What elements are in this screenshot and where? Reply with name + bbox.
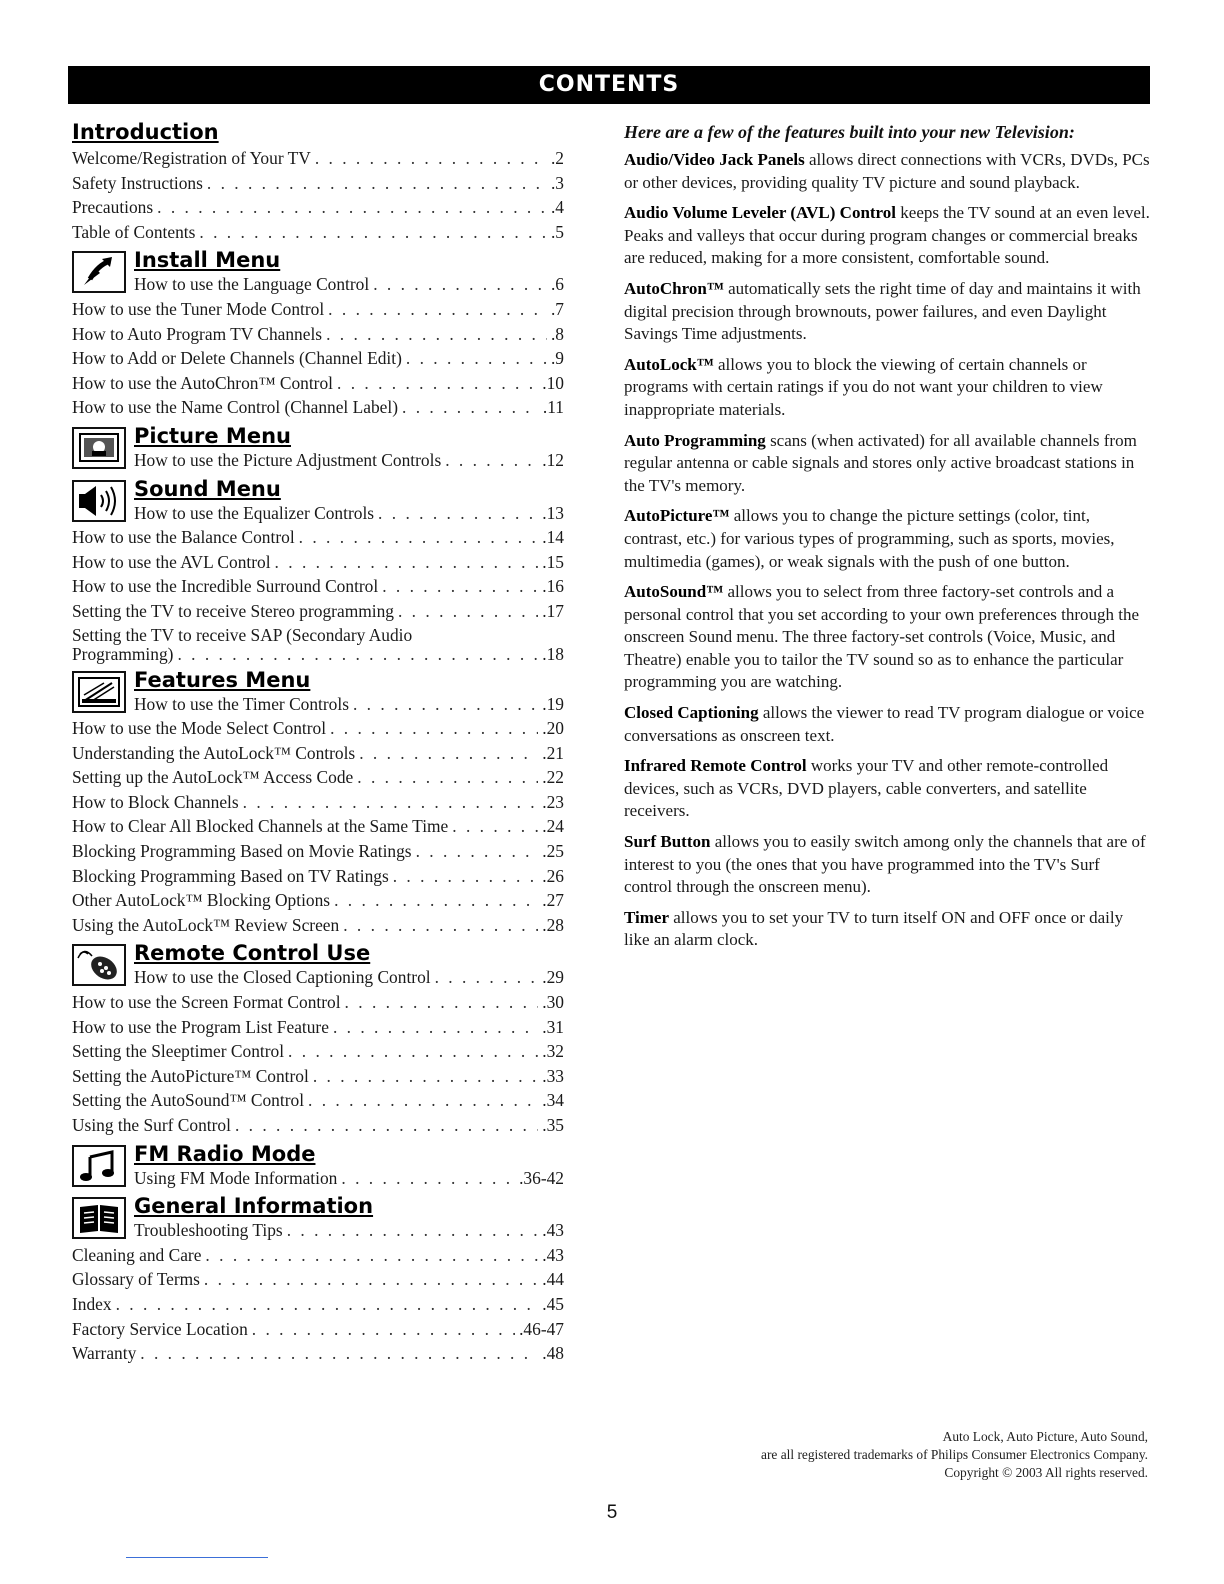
toc-leader-dots (177, 645, 538, 664)
toc-leader-dots (337, 371, 538, 396)
toc-entry-sap (72, 626, 564, 664)
toc-label: How to use the Name Control (Channel Label) (72, 397, 398, 418)
toc-row (72, 346, 564, 371)
feature-item (624, 354, 1152, 422)
toc-page: .3 (550, 172, 564, 193)
sound-menu-list (72, 525, 564, 623)
toc-label: Using FM Mode Information (134, 1167, 338, 1188)
toc-page: .5 (550, 221, 564, 242)
toc-label: How to use the Timer Controls (134, 693, 349, 714)
toc-row (134, 272, 564, 297)
toc-label: How to use the Picture Adjustment Controls (134, 449, 442, 470)
toc-row (72, 716, 564, 741)
section-picture-menu (72, 424, 564, 473)
toc-page: .48 (542, 1343, 564, 1364)
toc-row (72, 913, 564, 938)
trademark-notice (761, 1428, 1148, 1482)
toc-leader-dots (288, 1039, 538, 1064)
toc-leader-dots (328, 297, 547, 322)
section-install-menu (72, 248, 564, 297)
feature-item (624, 505, 1152, 573)
toc-row (134, 1218, 564, 1243)
toc-label: Precautions (72, 197, 154, 218)
toc-leader-dots (402, 395, 539, 420)
features-intro: Here are a few of the features built into your new Television: (624, 122, 1075, 142)
feature-item (624, 202, 1152, 270)
picture-menu-list (134, 448, 564, 473)
toc-row (72, 371, 564, 396)
toc-label: Other AutoLock™ Blocking Options (72, 890, 331, 911)
toc-page: .24 (542, 816, 564, 837)
toc-label: Using the AutoLock™ Review Screen (72, 914, 340, 935)
feature-description: keeps the TV sound at an even level. Peaks and valleys that occur during program changes or commercial breaks are reduced, making for a more consistent, comfortable sound. (624, 203, 1150, 268)
toc-page: .35 (542, 1115, 564, 1135)
toc-page: .23 (542, 791, 564, 812)
toc-label: How to Add or Delete Channels (Channel Edit) (72, 348, 402, 369)
toc-label: Blocking Programming Based on Movie Ratings (72, 841, 412, 862)
toc-leader-dots (308, 1088, 538, 1113)
feature-term: Auto Programming (624, 430, 766, 450)
feature-description: allows you to block the viewing of certain channels or programs with certain ratings if you do not want your children to view inappropriate materials. (624, 354, 1103, 419)
feature-item (624, 430, 1152, 498)
toc-page: .18 (542, 643, 564, 664)
feature-term: AutoPicture™ (624, 506, 730, 526)
toc-row (134, 448, 564, 473)
picture-icon (72, 427, 126, 469)
toc-row (134, 965, 564, 990)
toc-page: .32 (542, 1041, 564, 1062)
toc-label: How to use the Incredible Surround Control (72, 576, 379, 597)
toc-row (72, 146, 564, 171)
install-menu-list (72, 297, 564, 420)
toc-row (72, 790, 564, 815)
features-column (624, 122, 1152, 960)
toc-row (72, 1039, 564, 1064)
toc-row (72, 297, 564, 322)
toc-label: Programming) (72, 643, 174, 664)
toc-leader-dots (116, 1292, 539, 1317)
toc-row (72, 1317, 564, 1342)
feature-item (624, 831, 1152, 899)
toc-leader-dots (445, 448, 538, 473)
toc-page: .10 (542, 372, 564, 393)
toc-leader-dots (359, 741, 538, 766)
feature-term: Closed Captioning (624, 703, 759, 723)
toc-page: .30 (542, 992, 564, 1013)
toc-label: How to use the Balance Control (72, 527, 295, 548)
toc-leader-dots (235, 1113, 538, 1138)
toc-page: .6 (550, 274, 564, 295)
toc-leader-dots (334, 888, 538, 913)
toc-leader-dots (313, 1064, 538, 1089)
remote-icon (72, 944, 126, 986)
toc-row (72, 195, 564, 220)
trademark-line-1: Auto Lock, Auto Picture, Auto Sound, (942, 1429, 1148, 1444)
feature-description: allows you to set your TV to turn itself ON and OFF once or daily like an alarm clock. (624, 907, 1124, 950)
toc-row (72, 1243, 564, 1268)
toc-page: .45 (542, 1293, 564, 1314)
toc-page: .26 (542, 865, 564, 886)
feature-item (624, 755, 1152, 823)
toc-label: Setting up the AutoLock™ Access Code (72, 767, 354, 788)
toc-leader-dots (452, 814, 538, 839)
fm-radio-list (134, 1166, 564, 1191)
section-title-general-info: General Information (134, 1194, 374, 1219)
feature-description: allows the viewer to read TV program dialogue or voice conversations as onscreen text. (624, 703, 1145, 745)
remote-control-list (72, 990, 564, 1138)
toc-leader-dots (343, 913, 538, 938)
feature-description: scans (when activated) for all available channels from regular antenna or cable signals and stores only active broadcast stations in the TV's memory. (624, 430, 1137, 495)
toc-leader-dots (330, 716, 538, 741)
toc-page: .46-47 (519, 1318, 564, 1339)
toc-row (72, 1292, 564, 1317)
page-number: 5 (606, 1502, 618, 1523)
toc-page: .12 (542, 449, 564, 470)
toc-page: .7 (550, 298, 564, 319)
toc-leader-dots (416, 839, 539, 864)
toc-leader-dots (287, 1218, 539, 1243)
toc-row (134, 501, 564, 526)
feature-description: allows you to easily switch among only the channels that are of interest to you (the ones that you have programmed into the TV's Surf control through the onscreen menu). (624, 832, 1146, 897)
toc-label: How to use the Program List Feature (72, 1016, 329, 1037)
toc-row (72, 1113, 564, 1138)
feature-item (624, 581, 1152, 694)
toc-label: Table of Contents (72, 221, 196, 242)
toc-label: Glossary of Terms (72, 1269, 200, 1290)
feature-term: Infrared Remote Control (624, 756, 807, 776)
toc-row (72, 525, 564, 550)
toc-leader-dots (357, 765, 538, 790)
toc-page: .44 (542, 1269, 564, 1290)
toc-leader-dots (373, 272, 547, 297)
feature-term: AutoSound™ (624, 582, 724, 602)
feature-term: Audio/Video Jack Panels (624, 150, 805, 169)
toc-label: Setting the AutoPicture™ Control (72, 1065, 309, 1086)
section-features-menu (72, 668, 564, 717)
toc-leader-dots (252, 1317, 515, 1342)
features-list (624, 149, 1152, 952)
feature-term: AutoLock™ (624, 354, 714, 374)
toc-page: .11 (542, 397, 564, 418)
toc-label: Troubleshooting Tips (134, 1220, 283, 1241)
toc-page: .34 (542, 1090, 564, 1111)
toc-label: How to use the Equalizer Controls (134, 502, 375, 523)
toc-leader-dots (353, 692, 538, 717)
toc-row (72, 550, 564, 575)
toc-row (72, 1015, 564, 1040)
page-title: CONTENTS (538, 72, 680, 97)
toc-leader-dots (378, 501, 538, 526)
section-general-info (72, 1194, 564, 1243)
feature-description: works your TV and other remote-controlled devices, such as VCRs, DVD players, cable converters, and satellite receivers. (624, 756, 1109, 821)
toc-leader-dots (140, 1341, 538, 1366)
toc-page: .29 (542, 967, 564, 988)
toc-label: Cleaning and Care (72, 1244, 202, 1265)
general-info-first-item (134, 1218, 564, 1243)
toc-leader-dots (157, 195, 547, 220)
toc-page: .22 (542, 767, 564, 788)
feature-description: allows you to select from three factory-set controls and a personal control that you set according to your own preferences through the onscreen Sound menu. The three factory-set controls (Voice, Music, and Theatre) enable you to tailor the TV sound so as to enhance the particular programming you are watching. (624, 582, 1140, 692)
toc-label: Setting the Sleeptimer Control (72, 1041, 285, 1062)
features-menu-list (72, 716, 564, 937)
feature-term: AutoChron™ (624, 278, 724, 298)
toc-label: How to use the AVL Control (72, 551, 271, 572)
toc-page: .19 (542, 693, 564, 714)
toc-page: .43 (542, 1220, 564, 1241)
toc-row (72, 171, 564, 196)
contents-banner (68, 66, 1150, 104)
toc-row (72, 888, 564, 913)
toc-leader-dots (299, 525, 539, 550)
trademark-line-2: are all registered trademarks of Philips Consumer Electronics Company. (761, 1447, 1148, 1462)
toc-label: How to use the Mode Select Control (72, 718, 327, 739)
toc-leader-dots (435, 965, 539, 990)
toc-row (72, 1088, 564, 1113)
sound-menu-first-item (134, 501, 564, 526)
toc-label: Setting the TV to receive Stereo programming (72, 600, 394, 621)
feature-description: automatically sets the right time of day and maintains it with digital precision through brownouts, power failures, and even Daylight Savings Time adjustments. (624, 278, 1141, 344)
toc-page: .36-42 (519, 1167, 564, 1188)
feature-term: Audio Volume Leveler (AVL) Control (624, 203, 897, 223)
feature-description: allows direct connections with VCRs, DVDs, PCs or other devices, providing quality TV picture and sound playback. (624, 150, 1150, 192)
general-info-list (72, 1243, 564, 1366)
toc-leader-dots (243, 790, 539, 815)
toc-row (72, 741, 564, 766)
toc-page: .8 (550, 323, 564, 344)
table-of-contents (72, 120, 564, 1366)
toc-leader-dots (205, 1243, 538, 1268)
section-sound-menu (72, 477, 564, 526)
toc-leader-dots (382, 574, 538, 599)
section-title-remote-control: Remote Control Use (134, 941, 371, 966)
toc-page: .4 (550, 197, 564, 218)
toc-leader-dots (406, 346, 547, 371)
toc-leader-dots (398, 599, 538, 624)
toc-page: .21 (542, 742, 564, 763)
toc-row (72, 814, 564, 839)
feature-description: allows you to change the picture settings (color, tint, contrast, etc.) for various types of programming, such as sports, movies, multimedia (games), or weak signals with the push of one button. (624, 506, 1115, 571)
section-title-features-menu: Features Menu (134, 667, 311, 692)
antenna-icon (72, 251, 126, 293)
toc-page: .2 (550, 148, 564, 168)
toc-row (72, 599, 564, 624)
toc-row (72, 864, 564, 889)
toc-row (134, 692, 564, 717)
toc-page: .20 (542, 718, 564, 739)
toc-leader-dots (315, 146, 547, 171)
toc-row (72, 574, 564, 599)
copyright-line: Copyright © 2003 All rights reserved. (944, 1465, 1148, 1480)
toc-leader-dots (345, 990, 539, 1015)
toc-row (72, 395, 564, 420)
music-note-icon (72, 1145, 126, 1187)
toc-label: Blocking Programming Based on TV Ratings (72, 865, 389, 886)
book-icon (72, 1197, 126, 1239)
toc-leader-dots (207, 171, 547, 196)
toc-label: How to Auto Program TV Channels (72, 323, 323, 344)
toc-label: How to Clear All Blocked Channels at the Same Time (72, 816, 449, 837)
toc-page: .31 (542, 1016, 564, 1037)
feature-item (624, 149, 1152, 194)
feature-term: Timer (624, 907, 670, 927)
remote-control-first-item (134, 965, 564, 990)
toc-page: .14 (542, 527, 564, 548)
toc-row (72, 645, 564, 664)
section-title-install-menu: Install Menu (134, 248, 281, 273)
introduction-list (72, 146, 564, 244)
toc-row (72, 220, 564, 245)
toc-label: Understanding the AutoLock™ Controls (72, 742, 356, 763)
toc-leader-dots (199, 220, 547, 245)
toc-page: .43 (542, 1244, 564, 1265)
toc-leader-dots (326, 322, 547, 347)
toc-page: .17 (542, 600, 564, 621)
feature-item (624, 907, 1152, 952)
toc-leader-dots (393, 864, 539, 889)
toc-row (72, 1267, 564, 1292)
toc-label: How to use the Language Control (134, 274, 370, 295)
toc-label: Using the Surf Control (72, 1115, 231, 1135)
toc-label: How to use the Closed Captioning Control (134, 967, 431, 988)
toc-page: .28 (542, 914, 564, 935)
toc-row (72, 990, 564, 1015)
section-title-sound-menu: Sound Menu (134, 476, 281, 501)
feature-term: Surf Button (624, 832, 711, 852)
section-title-introduction: Introduction (72, 120, 219, 144)
toc-label: Safety Instructions (72, 172, 203, 193)
toc-page: .9 (550, 348, 564, 369)
toc-leader-dots (341, 1166, 515, 1191)
toc-row (72, 322, 564, 347)
toc-page: .16 (542, 576, 564, 597)
toc-page: .15 (542, 551, 564, 572)
toc-leader-dots (275, 550, 539, 575)
toc-row (72, 765, 564, 790)
toc-label: How to Block Channels (72, 791, 239, 812)
toc-label: How to use the Screen Format Control (72, 992, 341, 1013)
section-fm-radio (72, 1142, 564, 1191)
toc-page: .33 (542, 1065, 564, 1086)
toc-row (72, 839, 564, 864)
features-menu-first-item (134, 692, 564, 717)
section-title-fm-radio: FM Radio Mode (134, 1141, 316, 1166)
toc-leader-dots (204, 1267, 538, 1292)
feature-item (624, 278, 1152, 346)
install-menu-first-item (134, 272, 564, 297)
toc-row (134, 1166, 564, 1191)
toc-page: .25 (542, 841, 564, 862)
section-title-picture-menu: Picture Menu (134, 423, 291, 448)
toc-row (72, 1064, 564, 1089)
toc-page: .27 (542, 890, 564, 911)
toc-page: .13 (542, 502, 564, 523)
toc-label: Welcome/Registration of Your TV (72, 148, 311, 168)
toc-label: Index (72, 1293, 112, 1314)
feature-item (624, 702, 1152, 747)
toc-label: Warranty (72, 1343, 137, 1364)
toc-label: How to use the AutoChron™ Control (72, 372, 333, 393)
toc-label: How to use the Tuner Mode Control (72, 298, 325, 319)
footer-rule (126, 1557, 268, 1558)
toc-leader-dots (333, 1015, 538, 1040)
toc-label: Factory Service Location (72, 1318, 248, 1339)
toc-label: Setting the AutoSound™ Control (72, 1090, 305, 1111)
section-remote-control (72, 941, 564, 990)
features-icon (72, 671, 126, 713)
sap-line-1: Setting the TV to receive SAP (Secondary Audio (72, 624, 413, 645)
toc-row (72, 1341, 564, 1366)
speaker-icon (72, 480, 126, 522)
